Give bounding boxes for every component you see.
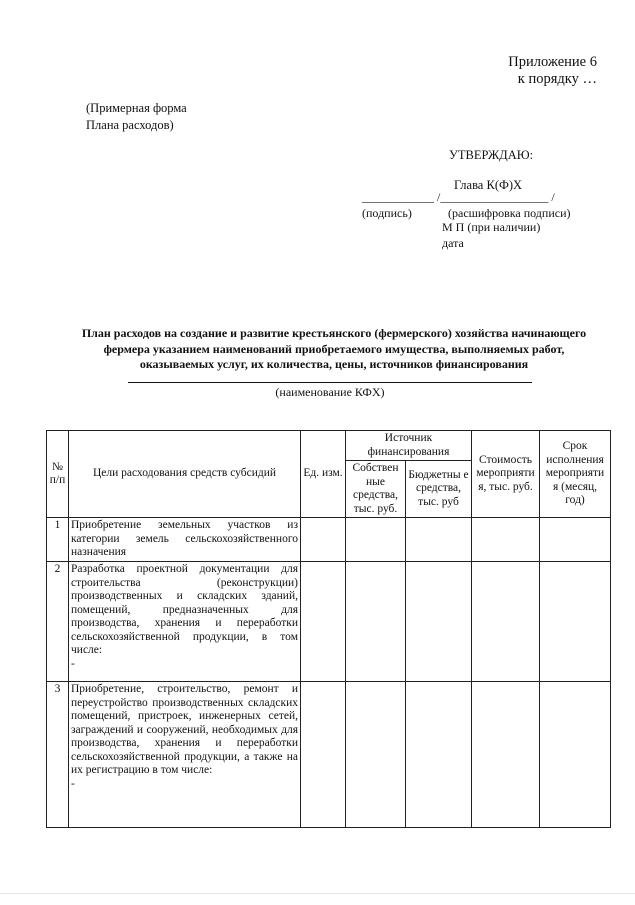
row-num: 2 — [47, 562, 69, 682]
row-own-cell — [346, 518, 406, 562]
signature-line: ____________ /__________________ / — [362, 190, 555, 204]
signature-decoding-label: (расшифровка подписи) — [448, 206, 571, 220]
approve-heading: УТВЕРЖДАЮ: — [449, 148, 534, 162]
appendix-reference — [508, 54, 597, 88]
row-goal-text: Приобретение, строительство, ремонт и переустройство производственных складских помещений, пристроек, инженерных сетей, заграждений и сооружений, необходимых для производства, хранения и переработки сельскохозяйственной продукции, а также на их регистрацию в том числе: — [71, 683, 298, 776]
page-bottom-edge — [0, 893, 635, 894]
header-budget-funds: Бюджетны е средства, тыс. руб — [406, 461, 472, 518]
table-row — [47, 562, 611, 682]
header-num: № п/п — [47, 431, 69, 518]
row-num: 3 — [47, 682, 69, 828]
row-cost-cell — [472, 518, 540, 562]
row-deadline-cell — [540, 518, 611, 562]
row-cost-cell — [472, 682, 540, 828]
row-goal — [69, 518, 301, 562]
header-unit: Ед. изм. — [301, 431, 346, 518]
row-own-cell — [346, 562, 406, 682]
head-title: Глава К(Ф)Х — [454, 178, 523, 192]
signature-label: (подпись) — [362, 206, 412, 220]
row-unit-cell — [301, 682, 346, 828]
row-subitem-dash: - — [71, 657, 75, 670]
row-own-cell — [346, 682, 406, 828]
row-deadline-cell — [540, 562, 611, 682]
header-goal: Цели расходования средств субсидий — [69, 431, 301, 518]
table-row — [47, 518, 611, 562]
row-budget-cell — [406, 682, 472, 828]
row-goal — [69, 682, 301, 828]
row-goal-text: Разработка проектной документации для строительства (реконструкции) производственных и складских зданий, помещений, предназначенных для производства, хранения и переработки сельскохозяйственной продукции, в том числе: — [71, 563, 298, 656]
kfx-name-line — [128, 382, 532, 383]
appendix-number: Приложение 6 — [508, 54, 597, 70]
header-source: Источник финансирования — [346, 431, 472, 461]
stamp-label: М П (при наличии) — [442, 220, 541, 234]
row-goal — [69, 562, 301, 682]
date-label: дата — [442, 236, 464, 250]
header-own-funds: Собствен ные средства, тыс. руб. — [346, 461, 406, 518]
row-budget-cell — [406, 562, 472, 682]
plan-title — [54, 326, 614, 373]
kfx-name-label: (наименование КФХ) — [275, 385, 385, 399]
table-row — [47, 682, 611, 828]
expense-plan-table — [46, 430, 611, 828]
row-unit-cell — [301, 518, 346, 562]
sample-form-line1: (Примерная форма — [86, 101, 187, 115]
sample-form-note — [86, 100, 187, 134]
row-deadline-cell — [540, 682, 611, 828]
row-num: 1 — [47, 518, 69, 562]
row-subitem-dash: - — [71, 777, 75, 790]
sample-form-line2: Плана расходов) — [86, 118, 174, 132]
row-cost-cell — [472, 562, 540, 682]
plan-title-line3: оказываемых услуг, их количества, цены, источников финансирования — [139, 357, 529, 371]
row-goal-text: Приобретение земельных участков из категории земель сельскохозяйственного назначения — [71, 519, 298, 558]
row-unit-cell — [301, 562, 346, 682]
appendix-order: к порядку … — [517, 71, 597, 87]
header-cost: Стоимость мероприяти я, тыс. руб. — [472, 431, 540, 518]
plan-title-line2: фермера указанием наименований приобретаемого имущества, выполняемых работ, — [103, 341, 565, 356]
row-budget-cell — [406, 518, 472, 562]
header-deadline: Срок исполнения мероприяти я (месяц, год) — [540, 431, 611, 518]
plan-title-line1: План расходов на создание и развитие крестьянского (фермерского) хозяйства начинающего — [81, 326, 587, 340]
